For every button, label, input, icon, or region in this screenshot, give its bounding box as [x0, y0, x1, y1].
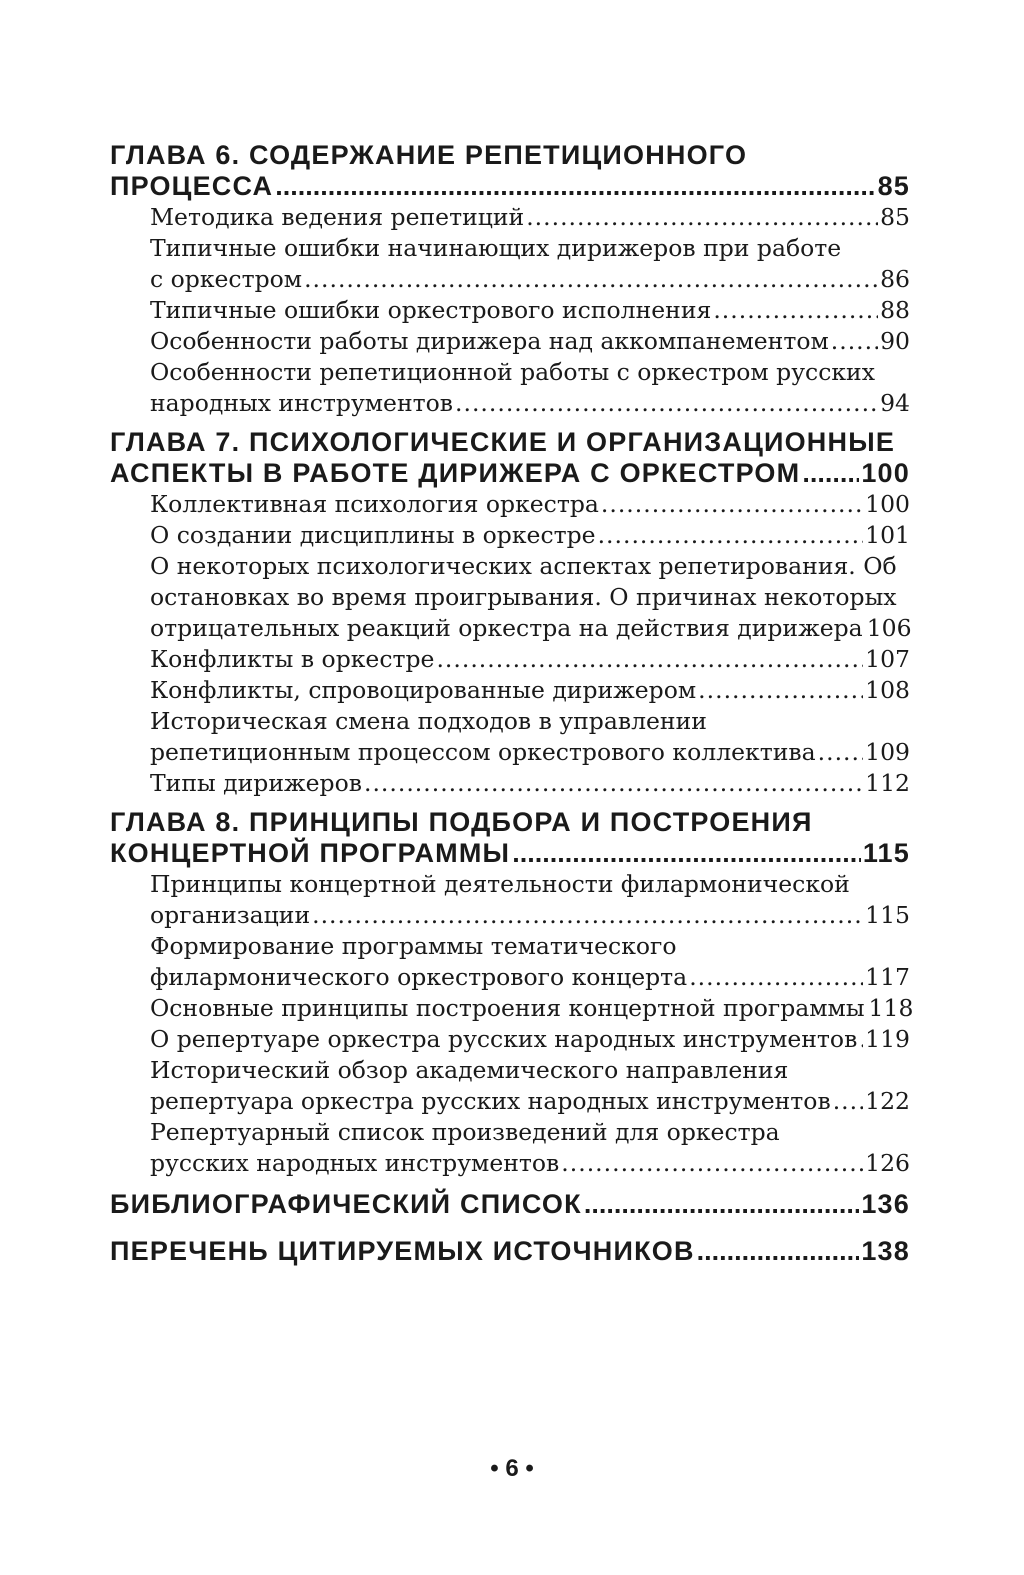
- toc-entry[interactable]: [110, 1148, 910, 1179]
- chapter-page: 100: [861, 458, 910, 488]
- chapter-page: 138: [861, 1236, 910, 1266]
- toc-entry-line[interactable]: Принципы концертной деятельности филармонической: [150, 870, 850, 898]
- entry-title: русских народных инструментов: [150, 1149, 560, 1177]
- toc-entry[interactable]: [110, 768, 910, 799]
- toc-chapter: [110, 807, 914, 1179]
- entry-title: филармонического оркестрового концерта: [150, 963, 688, 991]
- toc-entry[interactable]: [110, 388, 910, 419]
- dot-leader: [689, 962, 863, 993]
- dot-leader: [601, 489, 863, 520]
- entry-page: 126: [865, 1149, 910, 1177]
- toc-chapter: [110, 1236, 910, 1267]
- toc-entry[interactable]: [110, 295, 910, 326]
- dot-leader: [802, 458, 859, 489]
- entry-page: 100: [865, 490, 910, 518]
- toc-entry-line[interactable]: О некоторых психологических аспектах репетирования. Об: [150, 552, 897, 580]
- entry-title: Конфликты, спровоцированные дирижером: [150, 676, 697, 704]
- entry-title: О репертуаре оркестра русских народных инструментов: [150, 1025, 858, 1053]
- entry-title: репертуара оркестра русских народных инструментов: [150, 1087, 831, 1115]
- dot-leader: [713, 295, 878, 326]
- entry-title: репетиционным процессом оркестрового коллектива: [150, 738, 816, 766]
- entry-page: 115: [865, 901, 910, 929]
- entry-title: Основные принципы построения концертной программы: [150, 994, 865, 1022]
- entry-title: Особенности работы дирижера над аккомпанементом: [150, 327, 829, 355]
- entry-page: 108: [865, 676, 910, 704]
- entry-page: 94: [880, 389, 910, 417]
- chapter-title-last-line[interactable]: [110, 838, 910, 869]
- entry-title: с оркестром: [150, 265, 303, 293]
- chapter-title: ГЛАВА 8. ПРИНЦИПЫ ПОДБОРА И ПОСТРОЕНИЯ: [110, 807, 813, 837]
- toc-entry[interactable]: [110, 613, 910, 644]
- entry-page: 119: [865, 1025, 910, 1053]
- entry-title: Типы дирижеров: [150, 769, 362, 797]
- dot-leader: [561, 1148, 863, 1179]
- entry-page: 122: [865, 1087, 910, 1115]
- toc-entry[interactable]: [110, 962, 910, 993]
- chapter-title-text: АСПЕКТЫ В РАБОТЕ ДИРИЖЕРА С ОРКЕСТРОМ: [110, 458, 801, 488]
- toc-entry[interactable]: [110, 1024, 910, 1055]
- chapter-title: ГЛАВА 6. СОДЕРЖАНИЕ РЕПЕТИЦИОННОГО: [110, 140, 748, 170]
- dot-leader: [455, 388, 878, 419]
- chapter-title-last-line[interactable]: [110, 1236, 910, 1267]
- entry-title: организации: [150, 901, 311, 929]
- dot-leader: [364, 768, 863, 799]
- entry-title: Коллективная психология оркестра: [150, 490, 599, 518]
- chapter-title-last-line[interactable]: [110, 458, 910, 489]
- toc-chapter: [110, 1189, 910, 1220]
- toc-entry-line[interactable]: Исторический обзор академического направления: [150, 1056, 789, 1084]
- dot-leader: [436, 644, 863, 675]
- toc-entry-line[interactable]: Репертуарный список произведений для оркестра: [150, 1118, 780, 1146]
- toc-entry-line[interactable]: Формирование программы тематического: [150, 932, 677, 960]
- entry-page: 90: [880, 327, 910, 355]
- toc-entry[interactable]: [110, 675, 910, 706]
- entry-page: 101: [865, 521, 910, 549]
- toc-entry[interactable]: [110, 264, 910, 295]
- dot-leader: [275, 171, 875, 202]
- entry-page: 109: [865, 738, 910, 766]
- toc-entry[interactable]: [110, 993, 914, 1024]
- chapter-title-text: КОНЦЕРТНОЙ ПРОГРАММЫ: [110, 838, 511, 868]
- dot-leader: [833, 1086, 863, 1117]
- toc-entry-line[interactable]: Историческая смена подходов в управлении: [150, 707, 707, 735]
- chapter-title-text: ПЕРЕЧЕНЬ ЦИТИРУЕМЫХ ИСТОЧНИКОВ: [110, 1236, 695, 1266]
- entry-page: 86: [880, 265, 910, 293]
- entry-page: 117: [865, 963, 910, 991]
- dot-leader: [526, 202, 878, 233]
- dot-leader: [584, 1189, 860, 1220]
- dot-leader: [304, 264, 878, 295]
- chapter-page: 85: [877, 171, 910, 201]
- toc-entry[interactable]: [110, 644, 910, 675]
- toc-chapter: [110, 140, 910, 419]
- chapter-title-last-line[interactable]: [110, 1189, 910, 1220]
- chapter-title: ГЛАВА 7. ПСИХОЛОГИЧЕСКИЕ И ОРГАНИЗАЦИОННЫЕ: [110, 427, 896, 457]
- dot-leader: [859, 1024, 863, 1055]
- dot-leader: [831, 326, 878, 357]
- entry-page: 88: [880, 296, 910, 324]
- toc-entry[interactable]: [110, 326, 910, 357]
- toc-entry-line[interactable]: Типичные ошибки начинающих дирижеров при работе: [150, 234, 842, 262]
- dot-leader: [598, 520, 864, 551]
- chapter-title-text: ПРОЦЕССА: [110, 171, 274, 201]
- toc-chapter: [110, 427, 910, 799]
- toc-entry-line[interactable]: Особенности репетиционной работы с оркестром русских: [150, 358, 875, 386]
- table-of-contents: [110, 140, 914, 1269]
- entry-page: 112: [865, 769, 910, 797]
- entry-title: отрицательных реакций оркестра на действия дирижера: [150, 614, 863, 642]
- toc-entry[interactable]: [110, 520, 910, 551]
- dot-leader: [512, 838, 861, 869]
- toc-entry[interactable]: [110, 1086, 910, 1117]
- entry-page: 85: [880, 203, 910, 231]
- entry-page: 106: [866, 614, 912, 642]
- entry-title: народных инструментов: [150, 389, 454, 417]
- dot-leader: [697, 1236, 860, 1267]
- entry-title: Типичные ошибки оркестрового исполнения: [150, 296, 712, 324]
- dot-leader: [312, 900, 863, 931]
- toc-entry[interactable]: [110, 737, 910, 768]
- entry-page: 107: [865, 645, 910, 673]
- entry-title: О создании дисциплины в оркестре: [150, 521, 596, 549]
- dot-leader: [818, 737, 864, 768]
- dot-leader: [698, 675, 863, 706]
- entry-title: Методика ведения репетиций: [150, 203, 525, 231]
- toc-entry[interactable]: [110, 900, 910, 931]
- page-number: • 6 •: [490, 1455, 534, 1482]
- chapter-page: 115: [862, 838, 910, 868]
- chapter-title-last-line[interactable]: [110, 171, 910, 202]
- toc-entry[interactable]: [110, 489, 910, 520]
- toc-entry[interactable]: [110, 202, 910, 233]
- chapter-page: 136: [861, 1189, 910, 1219]
- toc-entry-line[interactable]: остановках во время проигрывания. О причинах некоторых: [150, 583, 897, 611]
- entry-title: Конфликты в оркестре: [150, 645, 435, 673]
- entry-page: 118: [868, 994, 914, 1022]
- chapter-title-text: БИБЛИОГРАФИЧЕСКИЙ СПИСОК: [110, 1189, 582, 1219]
